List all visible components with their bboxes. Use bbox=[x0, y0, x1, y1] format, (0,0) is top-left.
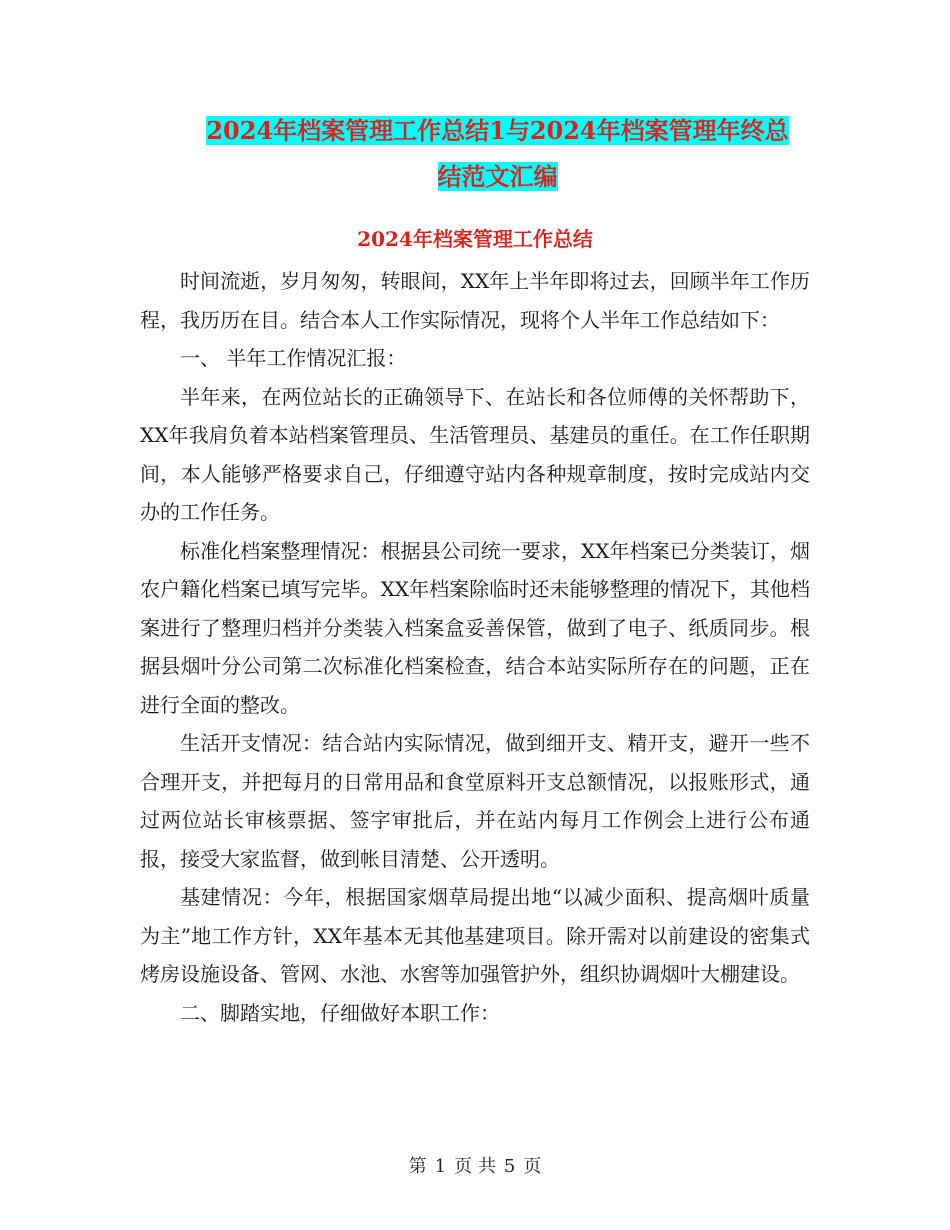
page-footer bbox=[0, 1152, 950, 1178]
footer-suffix: 页 bbox=[523, 1156, 542, 1177]
section-title: 2024年档案管理工作总结 bbox=[357, 227, 593, 251]
document-title-line-1: 2024年档案管理工作总结1与2024年档案管理年终总 bbox=[206, 116, 789, 145]
paragraph-7: 二、脚踏实地，仔细做好本职工作： bbox=[180, 1000, 500, 1025]
paragraph-5: 生活开支情况：结合站内实际情况，做到细开支、精开支，避开一些不合理开支，并把每月的日常用品和食堂原料开支总额情况，以报账形式，通过两位站长审核票据、签字审批后，并在站内每月工作例会上进行公布通报，接受大家监督，做到帐目清楚、公开透明。 bbox=[140, 731, 810, 871]
footer-total-pages: 5 bbox=[503, 1156, 516, 1177]
paragraph-3: 半年来，在两位站长的正确领导下、在站长和各位师傅的关怀帮助下，XX年我肩负着本站档案管理员、生活管理员、基建员的重任。在工作任职期间，本人能够严格要求自己，仔细遵守站内各种规章制度，按时完成站内交办的工作任务。 bbox=[140, 384, 810, 524]
footer-prefix: 第 bbox=[408, 1156, 427, 1177]
footer-page-number: 1 bbox=[434, 1156, 447, 1177]
paragraph-6: 基建情况：今年，根据国家烟草局提出地“以减少面积、提高烟叶质量为主”地工作方针，XX年基本无其他基建项目。除开需对以前建设的密集式烤房设施设备、管网、水池、水窖等加强管护外，组织协调烟叶大棚建设。 bbox=[140, 885, 810, 986]
document-title bbox=[100, 108, 895, 200]
paragraph-2: 一、 半年工作情况汇报： bbox=[180, 346, 407, 370]
document-title-line-2: 结范文汇编 bbox=[437, 162, 558, 191]
paragraph-4: 标准化档案整理情况：根据县公司统一要求，XX年档案已分类装订，烟农户籍化档案已填写完毕。XX年档案除临时还未能够整理的情况下，其他档案进行了整理归档并分类装入档案盒妥善保管，做到了电子、纸质同步。根据县烟叶分公司第二次标准化档案检查，结合本站实际所存在的问题，正在进行全面的整改。 bbox=[140, 538, 810, 717]
document-body bbox=[140, 262, 810, 1032]
paragraph-1: 时间流逝，岁月匆匆，转眼间，XX年上半年即将过去，回顾半年工作历程，我历历在目。结合本人工作实际情况，现将个人半年工作总结如下： bbox=[140, 269, 810, 332]
footer-middle: 页 共 bbox=[454, 1156, 496, 1177]
